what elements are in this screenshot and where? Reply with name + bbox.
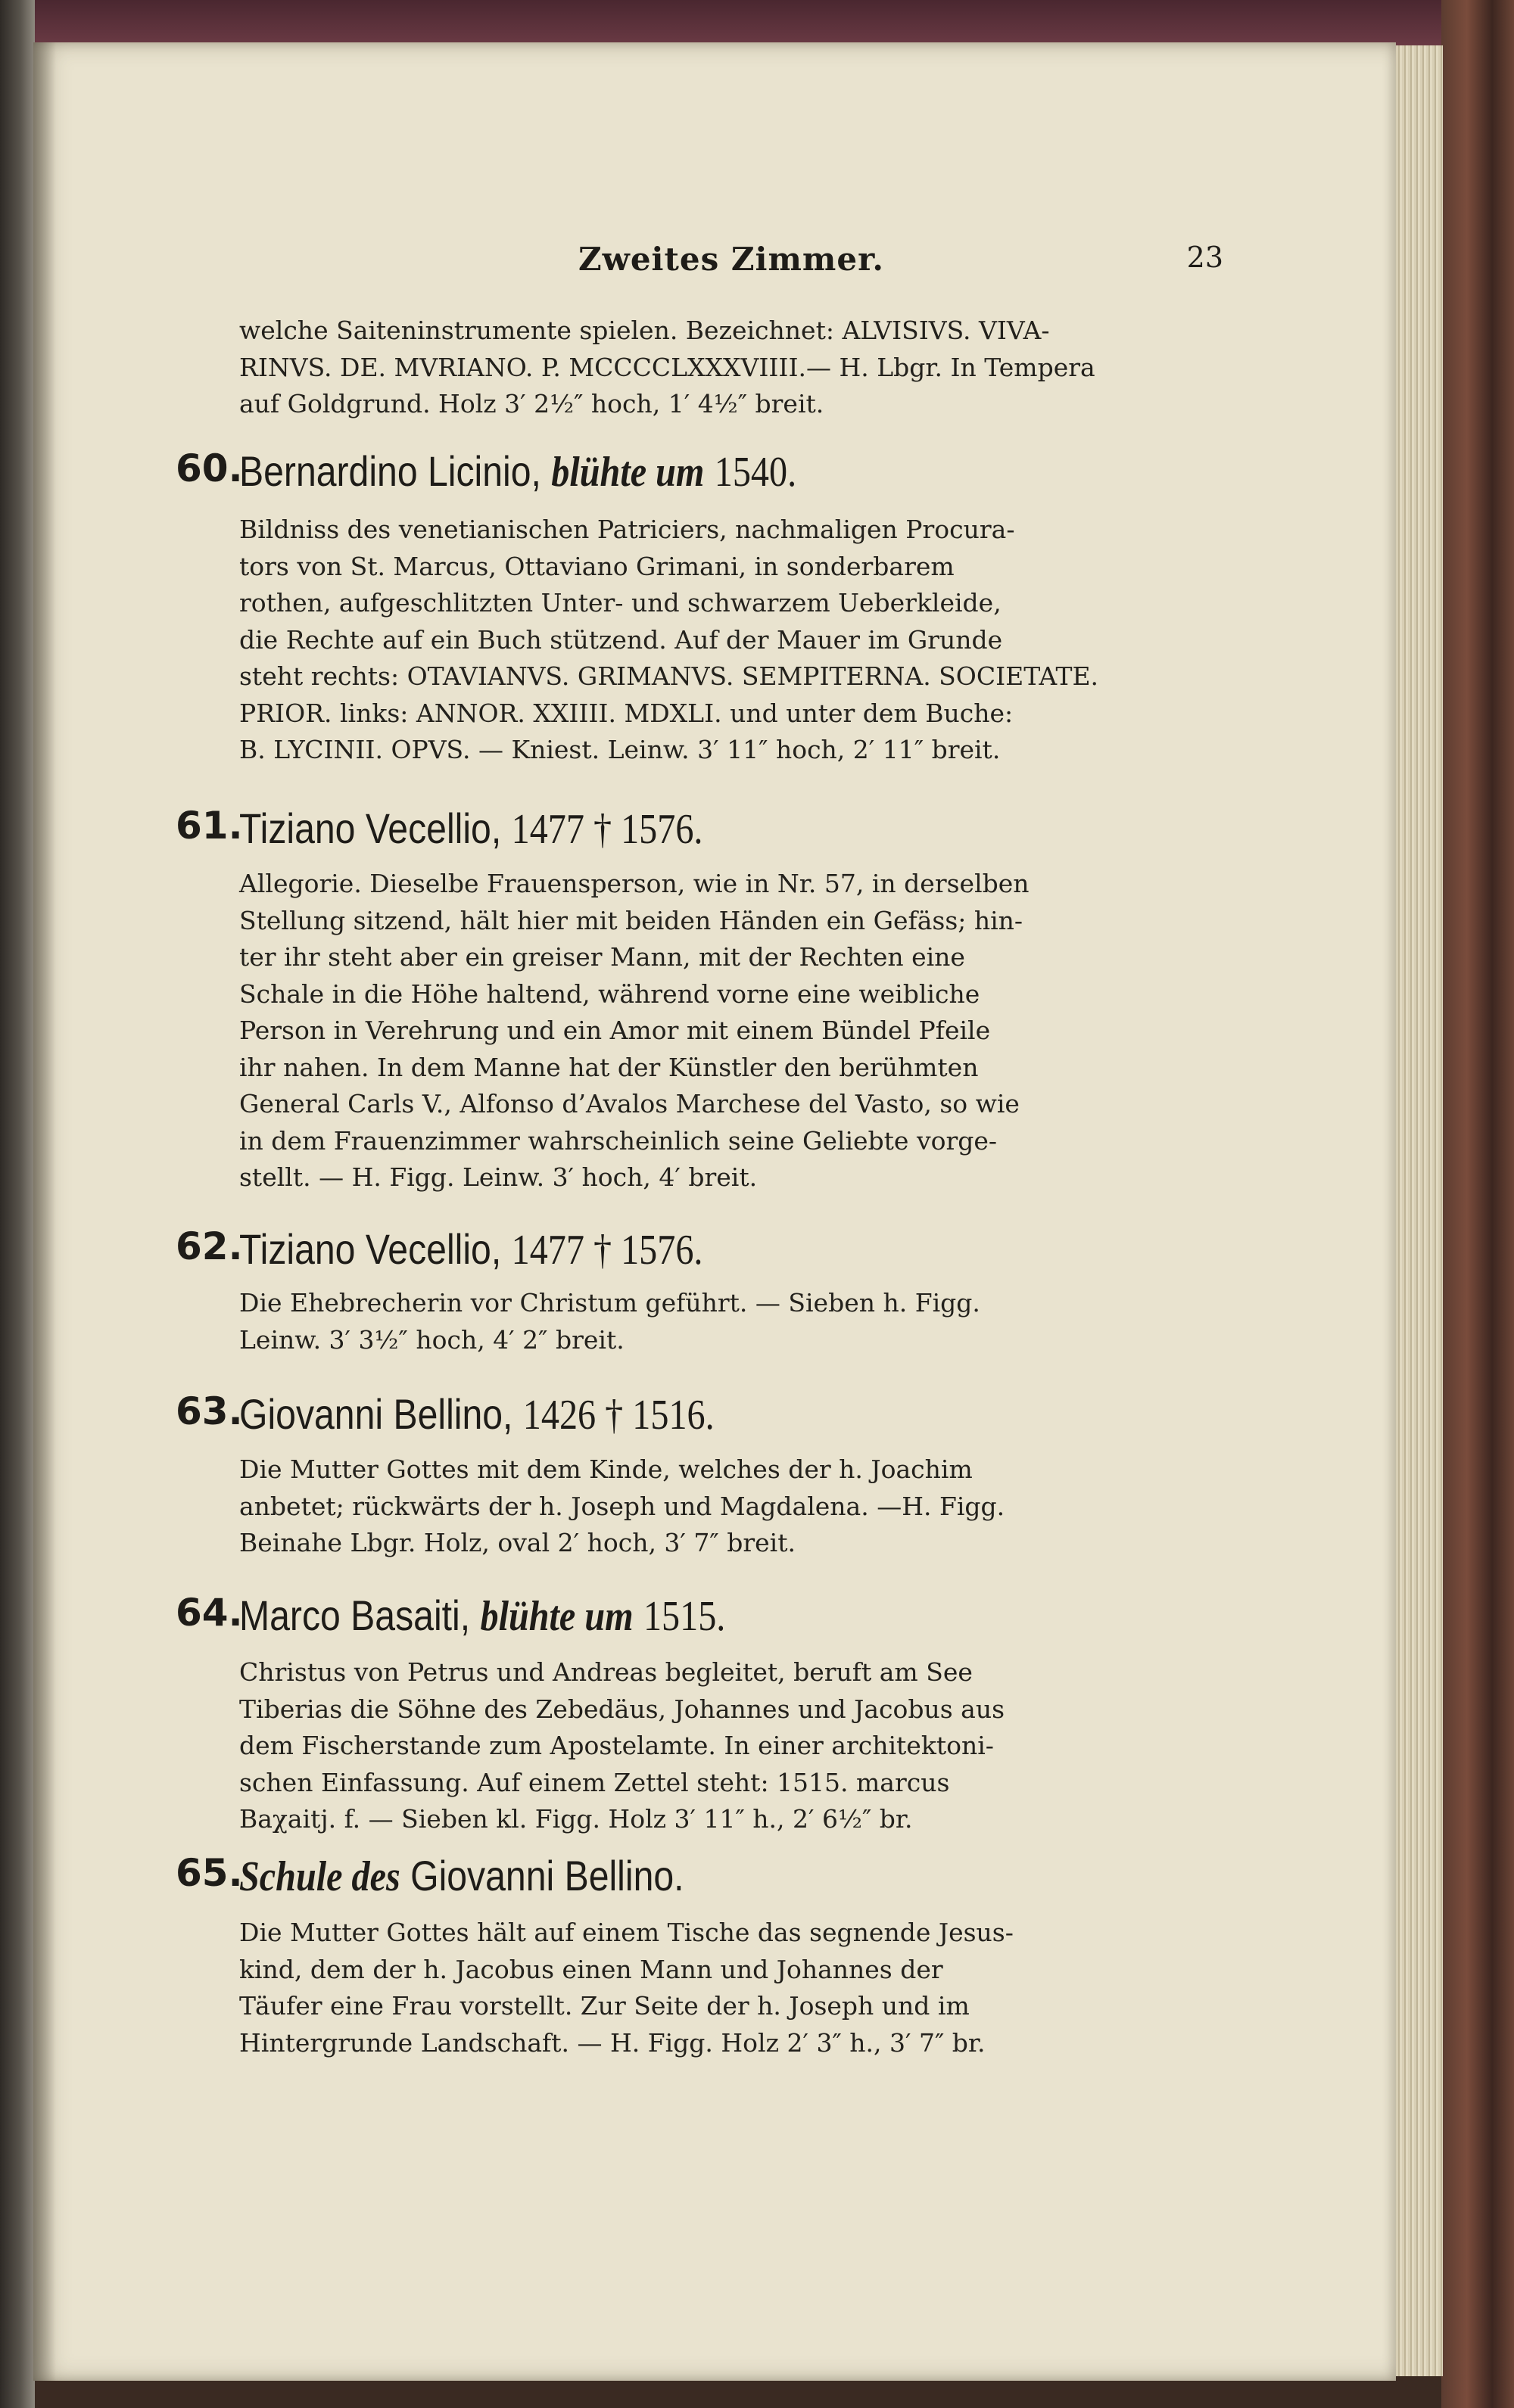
text-line: Die Mutter Gottes mit dem Kinde, welches der h. Joachim: [239, 1454, 973, 1484]
artist-name: [239, 1591, 725, 1641]
text-line: die Rechte auf ein Buch stützend. Auf der Mauer im Grunde: [239, 624, 1003, 655]
artist-qualifier: blühte um: [480, 1593, 634, 1640]
text-line: steht rechts: OTAVIANVS. GRIMANVS. SEMPITERNA. SOCIETATE.: [239, 661, 1099, 691]
text-line: B. LYCINII. OPVS. — Kniest. Leinw. 3′ 11″ hoch, 2′ 11″ breit.: [239, 735, 1001, 764]
artist-text: Tiziano Vecellio,: [239, 1225, 502, 1273]
text-line: Christus von Petrus und Andreas begleitet, beruft am See: [239, 1657, 973, 1687]
page-number: 23: [1186, 241, 1223, 274]
entry-heading-62: [176, 1224, 1235, 1285]
text-line: in dem Frauenzimmer wahrscheinlich seine Geliebte vorge-: [239, 1125, 998, 1156]
text-line: General Carls V., Alfonso d’Avalos Marchese del Vasto, so wie: [239, 1089, 1020, 1118]
text-line: dem Fischerstande zum Apostelamte. In einer architektoni-: [239, 1731, 994, 1760]
text-line: Stellung sitzend, hält hier mit beiden Händen ein Gefäss; hin-: [239, 905, 1023, 935]
entry-number: 65.: [176, 1851, 243, 1895]
text-line: anbetet; rückwärts der h. Joseph und Magdalena. —H. Figg.: [239, 1491, 1005, 1521]
intro-paragraph: [239, 313, 1223, 423]
artist-text: Marco Basaiti,: [239, 1591, 471, 1639]
text-line: Bildniss des venetianischen Patriciers, nachmaligen Procura-: [239, 515, 1015, 544]
artist-text: Tiziano Vecellio,: [239, 804, 502, 852]
entry-description-62: [239, 1285, 1223, 1358]
text-line: Allegorie. Dieselbe Frauensperson, wie in Nr. 57, in derselben: [239, 869, 1030, 898]
artist-name: [239, 804, 702, 854]
text-line: welche Saiteninstrumente spielen. Bezeichnet: ALVISIVS. VIVA-: [239, 316, 1050, 345]
text-line: Leinw. 3′ 3½″ hoch, 4′ 2″ breit.: [239, 1324, 625, 1355]
text-line: rothen, aufgeschlitzten Unter- und schwarzem Ueberkleide,: [239, 588, 1002, 618]
text-line: Täufer eine Frau vorstellt. Zur Seite der h. Joseph und im: [239, 1991, 970, 2021]
text-line: RINVS. DE. MVRIANO. P. MCCCCLXXXVIIII.— H. Lbgr. In Tempera: [239, 352, 1095, 382]
text-line: auf Goldgrund. Holz 3′ 2½″ hoch, 1′ 4½″ breit.: [239, 389, 824, 418]
text-line: Die Mutter Gottes hält auf einem Tische das segnende Jesus-: [239, 1918, 1014, 1947]
text-line: Baχaitj. f. — Sieben kl. Figg. Holz 3′ 11″ h., 2′ 6½″ br.: [239, 1804, 913, 1834]
entry-number: 64.: [176, 1591, 243, 1635]
entry-heading-61: [176, 804, 1235, 864]
artist-name: [239, 1851, 684, 1901]
text-line: Hintergrunde Landschaft. — H. Figg. Holz 2′ 3″ h., 3′ 7″ br.: [239, 2027, 986, 2058]
entry-number: 61.: [176, 804, 243, 848]
text-line: ihr nahen. In dem Manne hat der Künstler den berühmten: [239, 1052, 979, 1082]
artist-name: [239, 1224, 702, 1274]
artist-text: Giovanni Bellino,: [239, 1390, 513, 1438]
entry-description-65: [239, 1915, 1223, 2061]
text-line: Person in Verehrung und ein Amor mit einem Bündel Pfeile: [239, 1016, 991, 1045]
artist-name: [239, 1389, 715, 1439]
artist-qualifier: Schule des: [239, 1853, 400, 1900]
entry-description-61: [239, 866, 1223, 1196]
text-line: schen Einfassung. Auf einem Zettel steht: 1515. marcus: [239, 1767, 950, 1797]
entry-number: 63.: [176, 1389, 243, 1433]
text-line: Die Ehebrecherin vor Christum geführt. — Sieben h. Figg.: [239, 1288, 980, 1318]
artist-qualifier: blühte um: [551, 449, 705, 496]
entry-heading-65: [176, 1851, 1235, 1912]
entry-description-64: [239, 1654, 1223, 1838]
text-line: ter ihr steht aber ein greiser Mann, mit der Rechten eine: [239, 942, 965, 972]
artist-date: 1426 † 1516.: [522, 1392, 715, 1439]
artist-text: Giovanni Bellino.: [410, 1852, 684, 1899]
text-line: stellt. — H. Figg. Leinw. 3′ hoch, 4′ breit.: [239, 1162, 758, 1192]
artist-date: 1477 † 1576.: [511, 1227, 703, 1274]
artist-text: Bernardino Licinio,: [239, 447, 541, 495]
text-line: Beinahe Lbgr. Holz, oval 2′ hoch, 3′ 7″ breit.: [239, 1528, 796, 1557]
artist-date: 1477 † 1576.: [511, 806, 703, 853]
entry-heading-60: [176, 446, 1235, 507]
artist-name: [239, 446, 796, 496]
entry-description-60: [239, 512, 1223, 769]
entry-description-63: [239, 1451, 1223, 1562]
artist-date: 1540.: [714, 449, 797, 496]
entry-heading-63: [176, 1389, 1235, 1450]
entry-heading-64: [176, 1591, 1235, 1651]
text-line: Tiberias die Söhne des Zebedäus, Johannes und Jacobus aus: [239, 1694, 1005, 1724]
text-line: kind, dem der h. Jacobus einen Mann und Johannes der: [239, 1954, 943, 1984]
running-head-title: Zweites Zimmer.: [578, 241, 884, 278]
artist-date: 1515.: [643, 1593, 726, 1640]
entry-number: 60.: [176, 446, 243, 490]
text-line: Schale in die Höhe haltend, während vorne eine weibliche: [239, 978, 980, 1009]
text-line: PRIOR. links: ANNOR. XXIIII. MDXLI. und unter dem Buche:: [239, 698, 1014, 728]
entry-number: 62.: [176, 1224, 243, 1268]
text-line: tors von St. Marcus, Ottaviano Grimani, in sonderbarem: [239, 551, 955, 581]
running-head: [239, 241, 1223, 286]
